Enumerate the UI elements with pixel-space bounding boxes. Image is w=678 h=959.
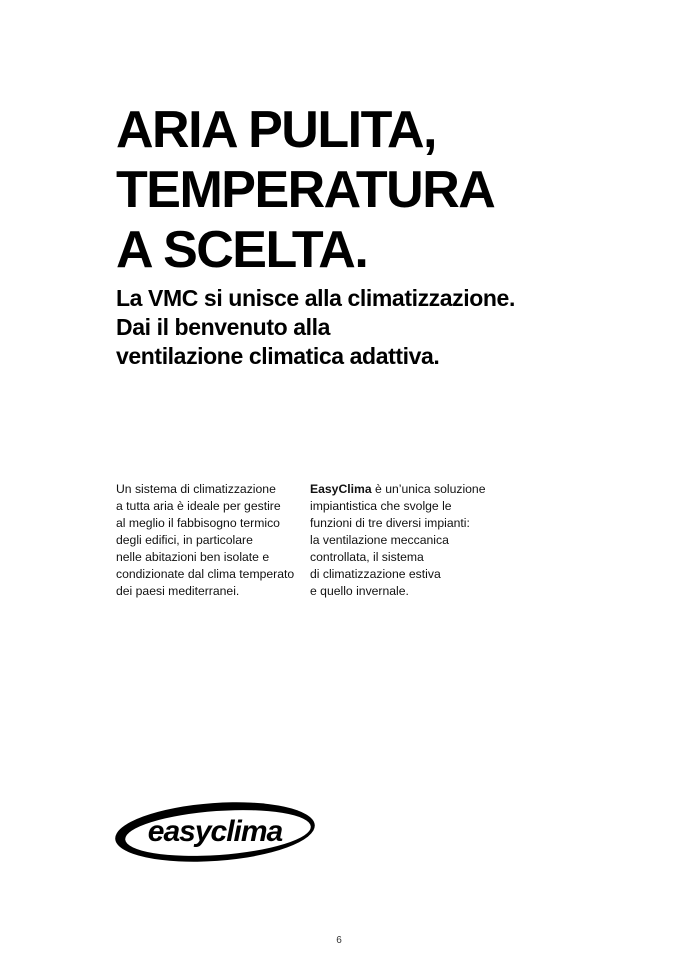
page-number: 6 (336, 935, 342, 946)
subheadline-line: Dai il benvenuto alla (116, 314, 330, 340)
headline-line: A SCELTA. (116, 221, 368, 279)
body-line: condizionate dal clima temperato (116, 567, 295, 581)
subheadline-line: La VMC si unisce alla climatizzazione. (116, 285, 515, 311)
subheadline-line: ventilazione climatica adattiva. (116, 343, 440, 369)
body-line: e quello invernale. (310, 584, 409, 598)
body-text-left (116, 481, 294, 600)
body-line: dei paesi mediterranei. (116, 584, 240, 598)
headline-line: ARIA PULITA, (116, 101, 436, 159)
body-line: Un sistema di climatizzazione (116, 482, 276, 496)
body-line: controllata, il sistema (310, 550, 424, 564)
body-line-first (310, 481, 486, 498)
body-line: al meglio il fabbisogno termico (116, 516, 280, 530)
body-line: funzioni di tre diversi impianti: (310, 516, 470, 530)
body-line: degli edifici, in particolare (116, 533, 253, 547)
body-line: la ventilazione meccanica (310, 533, 449, 547)
subheadline (116, 284, 515, 371)
headline (116, 100, 494, 280)
body-line: di climatizzazione estiva (310, 567, 441, 581)
body-line: impiantistica che svolge le (310, 499, 452, 513)
brand-name: EasyClima (310, 482, 372, 496)
headline-line: TEMPERATURA (116, 161, 495, 219)
easyclima-logo (112, 798, 322, 868)
body-line: a tutta aria è ideale per gestire (116, 499, 281, 513)
body-line-rest: è un’unica soluzione (371, 482, 486, 496)
body-text-right (310, 481, 486, 600)
body-line: nelle abitazioni ben isolate e (116, 550, 270, 564)
logo-wordmark: easyclima (147, 815, 283, 848)
